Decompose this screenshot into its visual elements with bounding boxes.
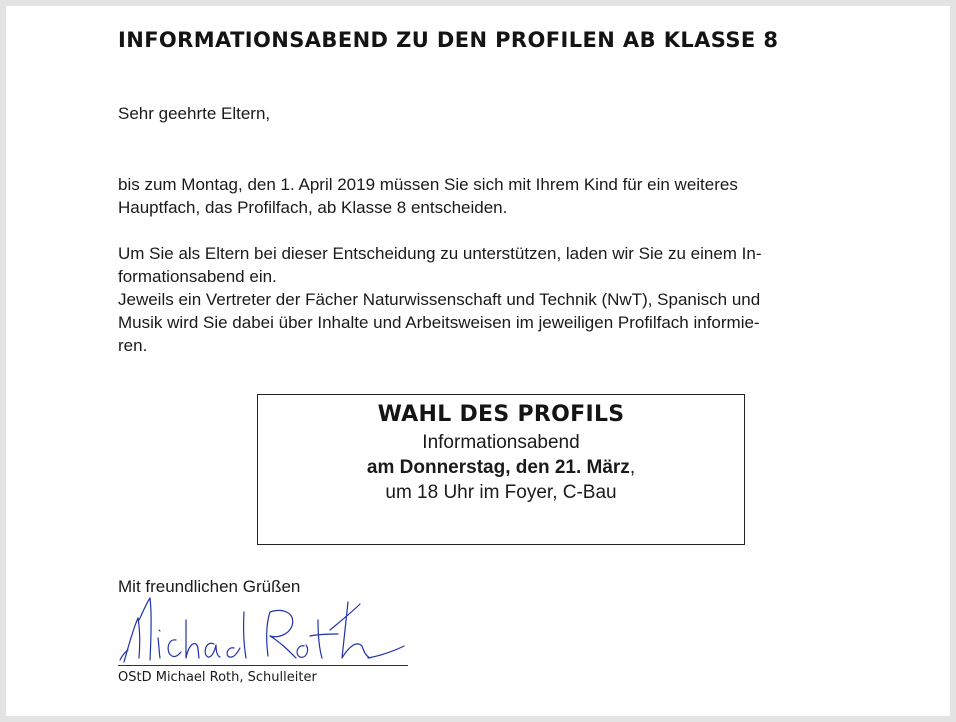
signer-name: OStD Michael Roth, Schulleiter	[118, 670, 317, 685]
document-title: INFORMATIONSABEND ZU DEN PROFILEN AB KLASSE 8	[118, 28, 779, 52]
paragraph-line: bis zum Montag, den 1. April 2019 müssen Sie sich mit Ihrem Kind für ein weiteres	[118, 175, 738, 194]
event-date-suffix: ,	[629, 457, 636, 478]
signature	[116, 590, 406, 670]
event-title: WAHL DES PROFILS	[377, 402, 625, 427]
event-date: am Donnerstag, den 21. März	[366, 457, 630, 478]
paragraph-deadline	[118, 173, 858, 219]
paragraph-line: ren.	[118, 336, 148, 355]
paragraph-line: formationsabend ein.	[118, 267, 277, 286]
paragraph-line: Musik wird Sie dabei über Inhalte und Arbeitsweisen im jeweiligen Profilfach informie-	[118, 313, 760, 332]
paragraph-line: Um Sie als Eltern bei dieser Entscheidung zu unterstützen, laden wir Sie zu einem In-	[118, 244, 762, 263]
salutation: Sehr geehrte Eltern,	[118, 104, 271, 123]
paragraph-line: Hauptfach, das Profilfach, ab Klasse 8 entscheiden.	[118, 198, 508, 217]
paragraph-line: Jeweils ein Vertreter der Fächer Naturwissenschaft und Technik (NwT), Spanisch und	[118, 290, 761, 309]
event-time-location: um 18 Uhr im Foyer, C-Bau	[385, 482, 617, 503]
signature-line	[118, 665, 408, 666]
paragraph-representatives	[118, 288, 858, 357]
event-type: Informationsabend	[422, 432, 580, 453]
document-page	[6, 6, 950, 716]
paragraph-invitation	[118, 242, 858, 288]
closing-greeting: Mit freundlichen Grüßen	[118, 577, 301, 596]
event-info-box	[257, 394, 745, 545]
event-date-line	[258, 455, 744, 480]
